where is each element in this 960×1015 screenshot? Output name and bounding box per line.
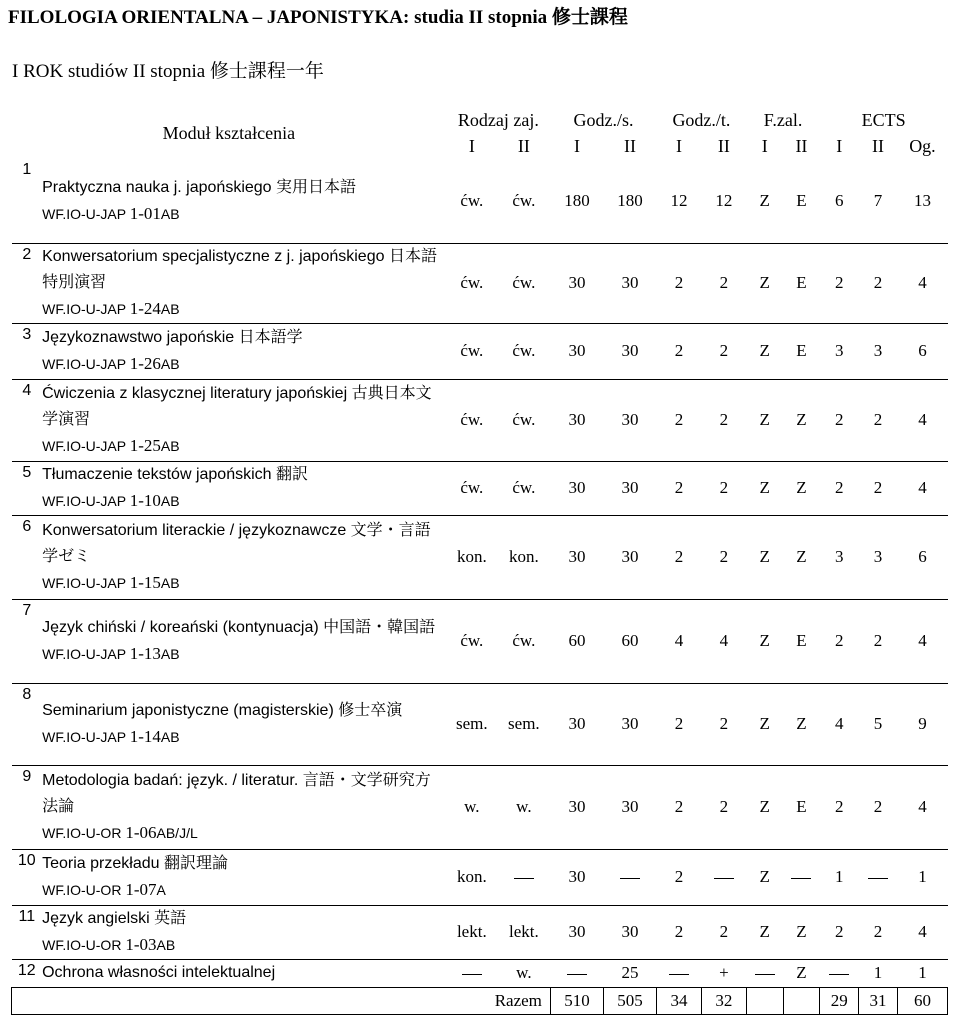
module-name-cell (42, 323, 446, 379)
value-cell: 2 (701, 323, 746, 379)
module-code-prefix: WF.IO-U-JAP (42, 438, 130, 454)
table-row (12, 683, 948, 765)
dash-mark (462, 974, 482, 975)
value-cell: E (783, 765, 820, 849)
module-code-prefix: WF.IO-U-JAP (42, 493, 130, 509)
value-cell: w. (516, 963, 532, 982)
sub-col-header: II (871, 135, 884, 156)
value-cell: 25 (621, 963, 639, 982)
value-cell: Z (746, 905, 783, 959)
sub-col-header: II (624, 135, 636, 156)
value-cell: E (783, 599, 820, 683)
value-cell: 2 (820, 243, 859, 323)
total-cell: 505 (603, 987, 656, 1014)
value-cell: 3 (859, 515, 898, 599)
value-cell: 30 (550, 243, 603, 323)
module-code-prefix: WF.IO-U-JAP (42, 575, 130, 591)
value-cell: 12 (657, 159, 702, 243)
module-code-prefix: WF.IO-U-OR (42, 825, 126, 841)
value-cell: 2 (657, 765, 702, 849)
value-cell: 2 (701, 905, 746, 959)
value-cell: 30 (550, 515, 603, 599)
module-name: Teoria przekładu 翻訳理論 (42, 855, 228, 872)
dash-mark (755, 974, 775, 975)
value-cell (746, 959, 783, 987)
table-row (12, 243, 948, 323)
value-cell: Z (746, 379, 783, 461)
page-subtitle: I ROK studiów II stopnia 修士課程一年 (12, 61, 324, 82)
module-name: Praktyczna nauka j. japońskiego 実用日本語 (42, 178, 357, 196)
dash-mark (714, 878, 734, 879)
value-cell: 12 (701, 159, 746, 243)
value-cell: w. (446, 765, 497, 849)
value-cell: 2 (820, 599, 859, 683)
value-cell: 2 (657, 379, 702, 461)
module-code-suffix: AB (160, 493, 180, 509)
module-code-number: 1-14 (129, 727, 161, 746)
value-cell: E (783, 243, 820, 323)
total-cell: 32 (701, 987, 746, 1014)
value-cell: Z (746, 849, 783, 905)
value-cell: 6 (820, 159, 859, 243)
module-code-prefix: WF.IO-U-OR (42, 882, 126, 898)
value-cell: w. (497, 765, 550, 849)
module-code (42, 570, 446, 596)
total-cell (746, 987, 783, 1014)
module-name-cell (42, 243, 446, 323)
value-cell: 2 (701, 243, 746, 323)
value-cell: 2 (859, 243, 898, 323)
value-cell: 4 (701, 599, 746, 683)
value-cell: ćw. (497, 159, 550, 243)
module-name: Ochrona własności intelektualnej (42, 964, 276, 981)
value-cell: Z (746, 159, 783, 243)
value-cell: 4 (897, 905, 947, 959)
table-row (12, 379, 948, 461)
value-cell: ćw. (446, 379, 497, 461)
value-cell: 2 (820, 461, 859, 515)
value-cell: 2 (657, 243, 702, 323)
value-cell (859, 849, 898, 905)
module-name-cell (42, 683, 446, 765)
value-cell: 3 (820, 323, 859, 379)
value-cell: Z (746, 461, 783, 515)
module-code-prefix: WF.IO-U-JAP (42, 729, 130, 745)
module-code (42, 932, 446, 958)
total-row (12, 987, 948, 1014)
value-cell (446, 959, 497, 987)
module-code-prefix: WF.IO-U-JAP (42, 301, 130, 317)
value-cell: 2 (820, 379, 859, 461)
row-number: 10 (12, 849, 43, 905)
value-cell: 30 (603, 461, 656, 515)
col-group-header: Godz./s. (573, 109, 634, 130)
total-cell: 34 (657, 987, 702, 1014)
module-name: Konwersatorium specjalistyczne z j. japońskiego 日本語特別演習 (42, 248, 437, 291)
value-cell: E (783, 159, 820, 243)
row-number: 11 (12, 905, 43, 959)
module-code (42, 724, 446, 750)
value-cell: 1 (918, 963, 927, 982)
sub-col-header: I (573, 135, 580, 156)
module-code (42, 877, 446, 903)
module-code-prefix: WF.IO-U-JAP (42, 356, 130, 372)
module-code-prefix: WF.IO-U-JAP (42, 205, 130, 222)
module-name: Językoznawstwo japońskie 日本語学 (42, 329, 303, 346)
value-cell: 4 (897, 243, 947, 323)
row-number: 1 (12, 159, 43, 243)
module-code-prefix: WF.IO-U-JAP (42, 646, 130, 662)
total-cell: 60 (897, 987, 947, 1014)
value-cell: 4 (897, 461, 947, 515)
module-code (42, 488, 446, 514)
value-cell: 1 (897, 849, 947, 905)
value-cell: 2 (657, 515, 702, 599)
module-code-number: 1-25 (129, 436, 161, 455)
module-code-number: 1-07 (125, 880, 157, 899)
value-cell: Z (746, 599, 783, 683)
curriculum-table (11, 107, 948, 1015)
module-code-number: 1-26 (129, 354, 161, 373)
module-name-cell (42, 379, 446, 461)
value-cell: 60 (550, 599, 603, 683)
module-name: Seminarium japonistyczne (magisterskie) 修士卒演 (42, 702, 403, 719)
module-code-suffix: AB (160, 356, 180, 372)
value-cell: 4 (897, 379, 947, 461)
value-cell: sem. (446, 683, 497, 765)
module-code-suffix: A (156, 882, 166, 898)
table-row (12, 599, 948, 683)
dash-mark (567, 974, 587, 975)
module-code-prefix: WF.IO-U-OR (42, 937, 126, 953)
dash-mark (620, 878, 640, 879)
dash-mark (868, 878, 888, 879)
module-name: Ćwiczenia z klasycznej literatury japońskiej 古典日本文学演習 (42, 385, 432, 428)
col-group-header: F.zal. (763, 109, 803, 130)
module-name: Język angielski 英語 (42, 910, 187, 927)
value-cell (783, 849, 820, 905)
sub-col-header: II (795, 135, 808, 156)
value-cell: 4 (897, 599, 947, 683)
value-cell (603, 849, 656, 905)
value-cell: Z (783, 905, 820, 959)
table-row (12, 849, 948, 905)
value-cell: 30 (550, 379, 603, 461)
row-number: 12 (17, 961, 36, 979)
module-code (42, 201, 446, 227)
value-cell: 2 (657, 683, 702, 765)
col-group-header: Rodzaj zaj. (457, 109, 539, 130)
value-cell: 30 (603, 323, 656, 379)
value-cell: 2 (859, 379, 898, 461)
value-cell: 30 (550, 683, 603, 765)
value-cell: kon. (497, 515, 550, 599)
value-cell: + (719, 963, 729, 982)
value-cell: ćw. (446, 323, 497, 379)
module-code-number: 1-24 (129, 299, 161, 318)
module-code-suffix: AB (160, 301, 180, 317)
total-cell (783, 987, 820, 1014)
value-cell (497, 849, 550, 905)
row-number: 5 (12, 461, 43, 515)
value-cell: E (783, 323, 820, 379)
value-cell: 30 (603, 379, 656, 461)
value-cell: 3 (859, 323, 898, 379)
col-group-header: Godz./t. (672, 109, 731, 130)
row-number: 2 (12, 243, 43, 323)
value-cell: Z (746, 765, 783, 849)
value-cell: Z (746, 243, 783, 323)
value-cell: kon. (446, 515, 497, 599)
module-code-suffix: AB (160, 205, 180, 222)
sub-col-header: Og. (909, 135, 936, 156)
value-cell: Z (746, 323, 783, 379)
value-cell: 2 (701, 461, 746, 515)
value-cell: 30 (603, 765, 656, 849)
value-cell: ćw. (497, 243, 550, 323)
module-code-suffix: AB/J/L (156, 825, 198, 841)
module-code (42, 820, 446, 846)
table-row (12, 959, 948, 987)
value-cell (657, 959, 702, 987)
module-name-cell (42, 515, 446, 599)
value-cell: 30 (603, 905, 656, 959)
value-cell: 4 (657, 599, 702, 683)
value-cell: 2 (701, 379, 746, 461)
value-cell: 30 (550, 905, 603, 959)
sub-col-header: I (468, 135, 475, 156)
value-cell: 2 (657, 905, 702, 959)
module-name-cell (42, 905, 446, 959)
row-number: 7 (12, 599, 43, 683)
sub-col-header: I (761, 135, 768, 156)
row-number: 4 (12, 379, 43, 461)
total-cell: 29 (820, 987, 859, 1014)
value-cell: ćw. (446, 159, 497, 243)
page-title: FILOLOGIA ORIENTALNA – JAPONISTYKA: studia II stopnia 修士課程 (8, 7, 628, 28)
value-cell: 2 (820, 905, 859, 959)
module-code-number: 1-10 (129, 491, 161, 510)
dash-mark (669, 974, 689, 975)
sub-col-header: II (717, 135, 730, 156)
value-cell: 30 (550, 849, 603, 905)
module-name: Metodologia badań: język. / literatur. 言語・文学研究方法論 (42, 772, 431, 815)
module-name-cell (42, 765, 446, 849)
value-cell: ćw. (497, 379, 550, 461)
col-group-header: ECTS (861, 109, 906, 130)
value-cell: Z (783, 515, 820, 599)
value-cell: 30 (550, 461, 603, 515)
value-cell: 6 (897, 323, 947, 379)
value-cell (820, 959, 859, 987)
value-cell (701, 849, 746, 905)
row-number: 3 (12, 323, 43, 379)
value-cell: lekt. (497, 905, 550, 959)
module-code (42, 433, 446, 459)
value-cell: 4 (820, 683, 859, 765)
value-cell: 60 (603, 599, 656, 683)
value-cell: 2 (859, 599, 898, 683)
value-cell: ćw. (497, 323, 550, 379)
module-name: Konwersatorium literackie / językoznawcze 文学・言語学ゼミ (42, 522, 431, 565)
value-cell: 2 (701, 683, 746, 765)
module-code-suffix: AB (160, 646, 180, 662)
value-cell: ćw. (446, 243, 497, 323)
value-cell: Z (783, 461, 820, 515)
value-cell: 2 (859, 765, 898, 849)
value-cell: 4 (897, 765, 947, 849)
row-number: 8 (12, 683, 43, 765)
value-cell: 2 (820, 765, 859, 849)
value-cell: 30 (603, 243, 656, 323)
value-cell: Z (746, 683, 783, 765)
value-cell: Z (783, 379, 820, 461)
module-code (42, 641, 446, 667)
module-name-cell (42, 599, 446, 683)
module-code (42, 296, 446, 322)
value-cell: lekt. (446, 905, 497, 959)
sub-col-header: I (675, 135, 682, 156)
value-cell: 9 (897, 683, 947, 765)
value-cell (550, 959, 603, 987)
value-cell: 180 (603, 159, 656, 243)
value-cell: 2 (859, 461, 898, 515)
value-cell: 3 (820, 515, 859, 599)
module-name-cell (42, 461, 446, 515)
value-cell: ćw. (497, 461, 550, 515)
module-name: Tłumaczenie tekstów japońskich 翻訳 (42, 466, 308, 483)
value-cell: 2 (657, 849, 702, 905)
total-cell: 31 (859, 987, 898, 1014)
module-code-number: 1-03 (125, 935, 157, 954)
table-row (12, 515, 948, 599)
dash-mark (791, 878, 811, 879)
total-cell: 510 (550, 987, 603, 1014)
value-cell: 1 (820, 849, 859, 905)
modul-header: Moduł kształcenia (162, 122, 296, 143)
value-cell: Z (746, 515, 783, 599)
dash-mark (514, 878, 534, 879)
table-row (12, 159, 948, 243)
row-number: 6 (12, 515, 43, 599)
value-cell: 5 (859, 683, 898, 765)
module-code-number: 1-13 (129, 644, 161, 663)
total-label: Razem (12, 987, 551, 1014)
module-name-cell (42, 159, 446, 243)
value-cell: 2 (657, 461, 702, 515)
module-code-suffix: AB (156, 937, 176, 953)
value-cell: Z (796, 963, 807, 982)
row-number: 9 (12, 765, 43, 849)
table-row (12, 765, 948, 849)
dash-mark (829, 974, 849, 975)
sub-col-header: I (836, 135, 843, 156)
value-cell: 13 (897, 159, 947, 243)
module-code (42, 351, 446, 377)
value-cell: 2 (701, 765, 746, 849)
value-cell: sem. (497, 683, 550, 765)
value-cell: Z (783, 683, 820, 765)
module-code-suffix: AB (160, 575, 180, 591)
header-row-groups (12, 107, 948, 133)
value-cell: 7 (859, 159, 898, 243)
value-cell: 6 (897, 515, 947, 599)
value-cell: 30 (550, 765, 603, 849)
module-code-suffix: AB (160, 729, 180, 745)
value-cell: ćw. (497, 599, 550, 683)
value-cell: 30 (603, 515, 656, 599)
module-code-number: 1-01 (129, 203, 161, 223)
sub-col-header: II (517, 135, 530, 156)
value-cell: 2 (701, 515, 746, 599)
module-name-cell (42, 849, 446, 905)
table-row (12, 461, 948, 515)
value-cell: 180 (550, 159, 603, 243)
module-code-number: 1-06 (125, 823, 157, 842)
value-cell: kon. (446, 849, 497, 905)
value-cell: 30 (550, 323, 603, 379)
value-cell: ćw. (446, 461, 497, 515)
value-cell: 30 (603, 683, 656, 765)
module-code-suffix: AB (160, 438, 180, 454)
module-name: Język chiński / koreański (kontynuacja) 中国語・韓国語 (42, 619, 436, 636)
value-cell: 1 (873, 963, 883, 982)
value-cell: 2 (859, 905, 898, 959)
table-row (12, 905, 948, 959)
module-code-number: 1-15 (129, 573, 161, 592)
value-cell: ćw. (446, 599, 497, 683)
table-row (12, 323, 948, 379)
value-cell: 2 (657, 323, 702, 379)
